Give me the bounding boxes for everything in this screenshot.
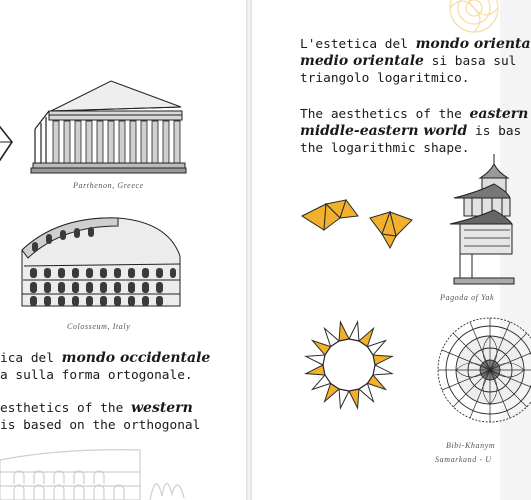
rosette-triangle (373, 355, 392, 365)
rosette-inner-ring (323, 339, 375, 391)
left-it-line2: a sulla forma ortogonale. (0, 368, 193, 383)
left-english-paragraph (0, 400, 200, 434)
bibi-khanym-caption-line2: Samarkand - U (435, 455, 492, 464)
rosette-triangle (349, 322, 359, 341)
right-en-line2-emphasis: middle-eastern world (300, 123, 468, 139)
rosette-triangle (339, 389, 349, 408)
right-en-line3: the logarithmic shape. (300, 141, 470, 156)
bibi-khanym-caption-line1: Bibi-Khanym (446, 441, 496, 450)
right-italian-paragraph (300, 36, 531, 87)
right-it-line1-prefix: L'estetica del (300, 37, 416, 52)
right-en-line1-emphasis: eastern (469, 106, 529, 122)
geometric-wireframe-icon (0, 118, 18, 174)
left-it-line1-emphasis: mondo occidentale (61, 350, 211, 366)
left-page (0, 0, 246, 500)
rosette-triangle (306, 365, 325, 375)
left-en-line1-emphasis: western (130, 400, 193, 416)
right-it-line2-emphasis: medio orientale (300, 53, 424, 69)
rosette-triangle (349, 389, 359, 408)
right-en-line2-suffix: is bas (467, 124, 522, 139)
left-en-line2: is based on the orthogonal (0, 418, 201, 433)
left-italian-paragraph (0, 350, 210, 384)
pagoda-caption: Pagoda of Yak (440, 293, 495, 302)
parthenon-caption: Parthenon, Greece (73, 181, 144, 190)
orange-star-rosette (302, 318, 396, 412)
colosseum-caption: Colosseum, Italy (67, 322, 131, 331)
right-page (252, 0, 531, 500)
left-en-line1-prefix: esthetics of the (0, 401, 131, 416)
orange-triangle-cluster (300, 196, 418, 252)
parthenon-illustration (33, 77, 186, 175)
right-it-line2-suffix: si basa sul (423, 54, 517, 69)
left-it-line1-prefix: ica del (0, 351, 62, 366)
colosseum-watermark (0, 446, 246, 500)
pagoda-illustration (450, 150, 506, 290)
rosette-triangle (339, 322, 349, 341)
right-it-line3: triangolo logaritmico. (300, 71, 470, 86)
rosette-triangle (306, 355, 325, 365)
right-en-line1-prefix: The aesthetics of the (300, 107, 470, 122)
right-it-line1-emphasis: mondo orienta (415, 36, 531, 52)
bibi-khanym-mandala-illustration (436, 316, 516, 426)
colosseum-illustration (18, 212, 183, 310)
rosette-triangle (373, 365, 392, 375)
